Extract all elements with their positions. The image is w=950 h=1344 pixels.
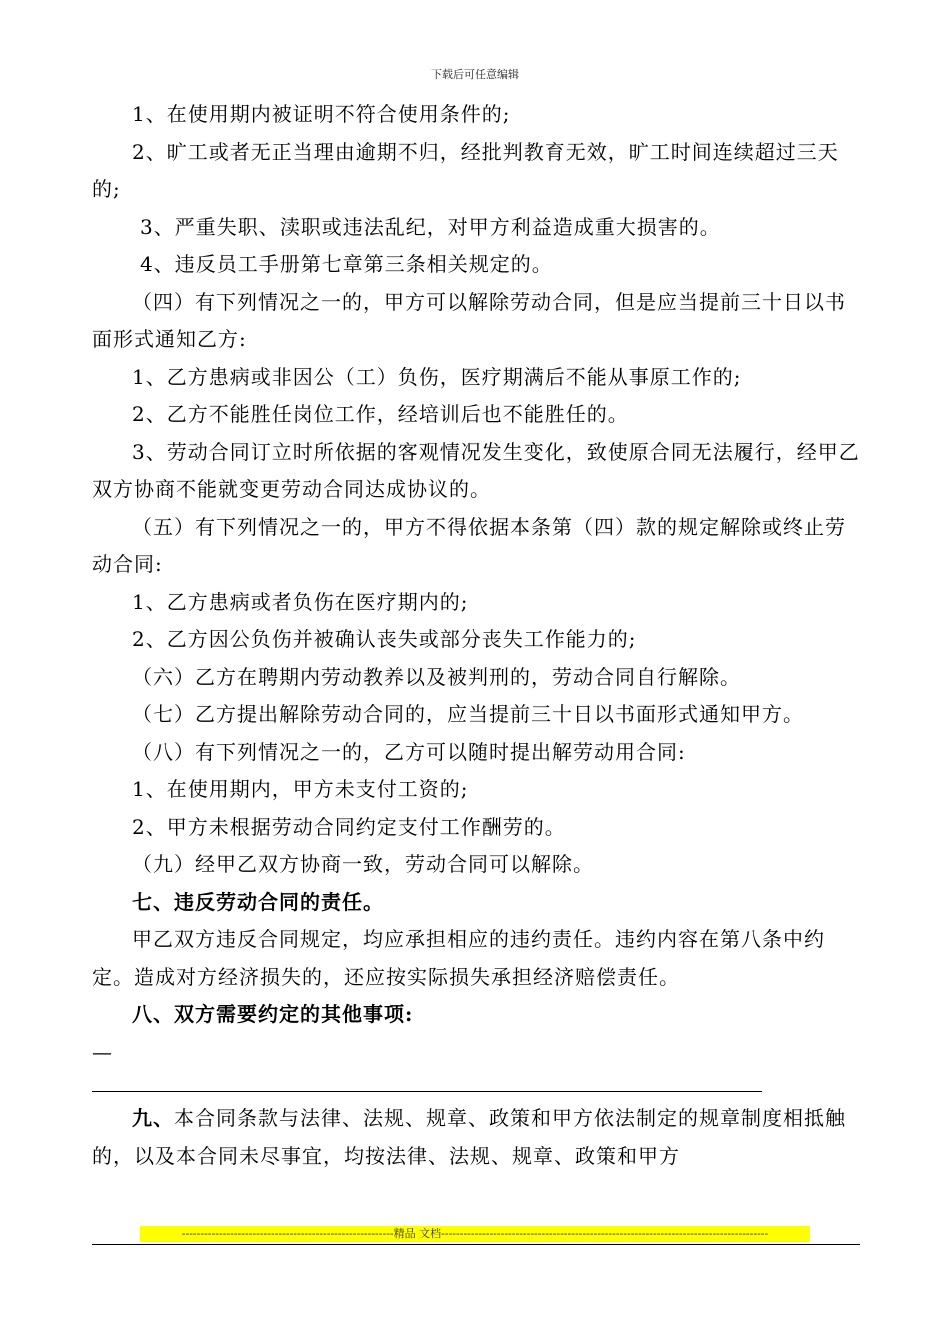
paragraph: （四）有下列情况之一的，甲方可以解除劳动合同，但是应当提前三十日以书面形式通知乙方: — [92, 289, 846, 351]
footer-label: 精品 文档 — [393, 1227, 442, 1240]
paragraph: 七、违反劳动合同的责任。 — [132, 889, 384, 914]
paragraph: 1、在使用期内，甲方未支付工资的; — [132, 777, 469, 801]
paragraph: 1、乙方患病或者负伤在医疗期内的; — [132, 589, 469, 614]
paragraph: 八、双方需要约定的其他事项: — [132, 1002, 414, 1026]
section-9-paragraph — [92, 1100, 862, 1175]
paragraph-list — [92, 96, 862, 1034]
paragraph: 4、违反员工手册第七章第三条相关规定的。 — [140, 252, 553, 276]
paragraph: 2、乙方因公负伤并被确认丧失或部分丧失工作能力的; — [132, 627, 637, 651]
footer-dashes-left: --------------------------------------------------------- — [181, 1227, 394, 1240]
paragraph: （八）有下列情况之一的，乙方可以随时提出解劳动用合同: — [132, 739, 686, 764]
paragraph: （五）有下列情况之一的，甲方不得依据本条第（四）款的规定解除或终止劳动合同: — [92, 514, 846, 576]
paragraph: 2、甲方未根据劳动合同约定支付工作酬劳的。 — [132, 814, 566, 839]
section-9-text: 本合同条款与法律、法规、规章、政策和甲方依法制定的规章制度相抵触的，以及本合同未尽事宜，均按法律、法规、规章、政策和甲方 — [92, 1106, 846, 1168]
blank-dash: — — [92, 1039, 113, 1064]
paragraph: （六）乙方在聘期内劳动教养以及被判刑的，劳动合同自行解除。 — [132, 664, 741, 689]
paragraph: 3、严重失职、渎职或违法乱纪，对甲方利益造成重大损害的。 — [140, 214, 721, 239]
footer-banner — [140, 1226, 810, 1242]
paragraph: 1、乙方患病或非因公（工）负伤，医疗期满后不能从事原工作的; — [132, 364, 742, 389]
paragraph: 1、在使用期内被证明不符合使用条件的; — [132, 102, 511, 126]
fill-in-underline — [92, 1071, 762, 1092]
paragraph: 甲乙双方违反合同规定，均应承担相应的违约责任。违约内容在第八条中约定。造成对方经济损失的，还应按实际损失承担经济赔偿责任。 — [92, 927, 825, 989]
paragraph: （九）经甲乙双方协商一致，劳动合同可以解除。 — [132, 852, 594, 876]
paragraph: 3、劳动合同订立时所依据的客观情况发生变化，致使原合同无法履行，经甲乙双方协商不能就变更劳动合同达成协议的。 — [92, 439, 860, 501]
footer-rule — [92, 1244, 860, 1245]
paragraph: 2、乙方不能胜任岗位工作，经培训后也不能胜任的。 — [132, 402, 629, 426]
paragraph: 2、旷工或者无正当理由逾期不归，经批判教育无效，旷工时间连续超过三天的; — [92, 139, 839, 201]
page-header: 下载后可任意编辑 — [431, 68, 519, 81]
document-body — [92, 96, 862, 1175]
footer-dashes-right: ---------------------------------------------------------------------------------------- — [441, 1227, 769, 1240]
paragraph: （七）乙方提出解除劳动合同的，应当提前三十日以书面形式通知甲方。 — [132, 702, 804, 726]
section-9-lead: 九、 — [132, 1106, 174, 1130]
